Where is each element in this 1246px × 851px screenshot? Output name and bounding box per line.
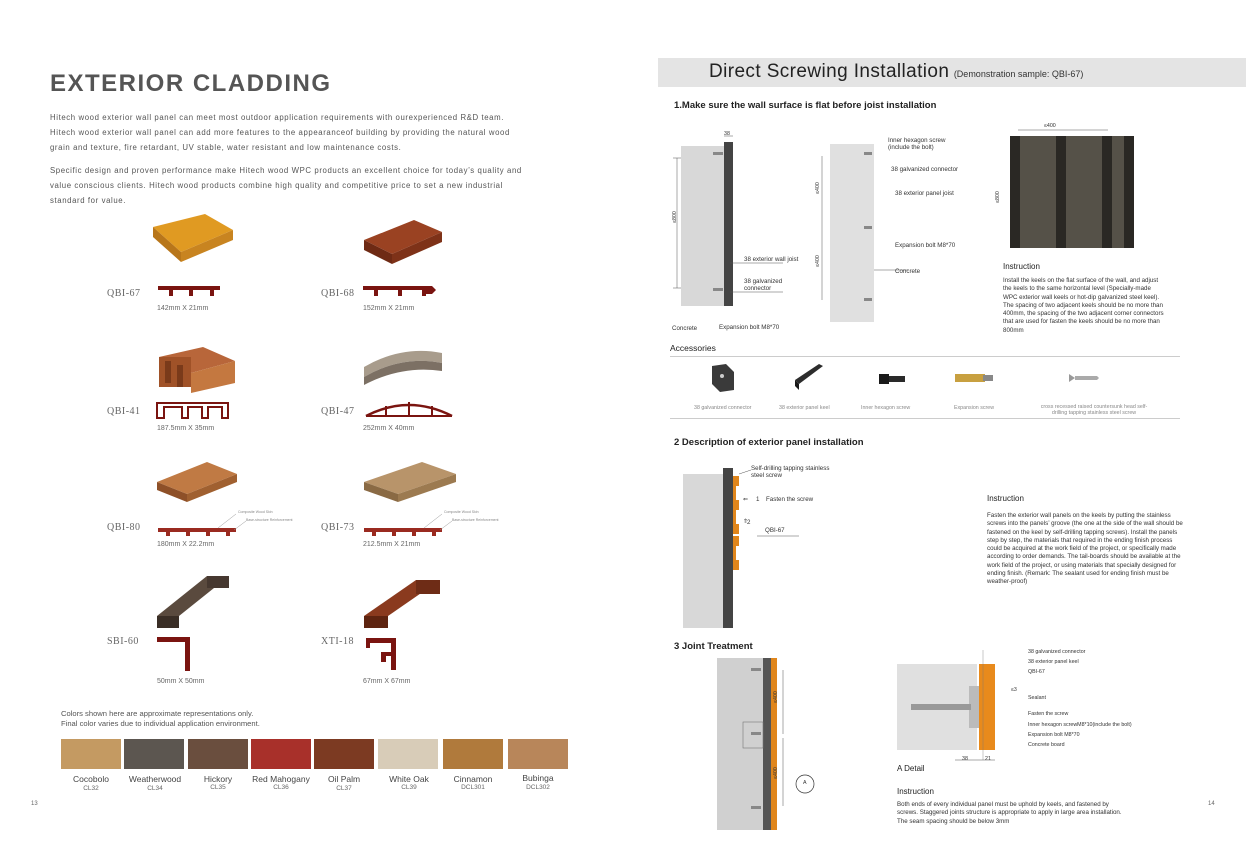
label-expansion-bolt: Expansion bolt M8*70	[719, 324, 780, 331]
layer-label: Composite Wood Skin	[444, 510, 479, 514]
label-panel: QBI-67	[765, 527, 785, 534]
detail-title: A Detail	[897, 764, 925, 773]
a-detail-diagram	[895, 648, 1005, 766]
performance-paragraph: Specific design and proven performance make Hitech wood WPC products an excellent choice for today’s quality and value conscious clients. Hitech wood products combine high quality and competitive price to set a new industrial standard for value.	[50, 166, 522, 205]
install-subtitle: (Demonstration sample: QBI-67)	[953, 69, 1084, 79]
qbi-67-profile	[157, 283, 221, 299]
keel-layout-photo	[998, 128, 1143, 250]
right-page	[623, 0, 1246, 851]
swatch-code: DCL302	[526, 784, 550, 791]
product-code: QBI-73	[321, 522, 355, 533]
swatch	[443, 739, 503, 769]
instruction-title: Instruction	[987, 494, 1024, 503]
intro-paragraph: Hitech wood exterior wall panel can meet most outdoor application requirements with ourexperienced R&D team. Hitech wood exterior wall panel can add more features to the appearanceof building by providing the natural wood grain and texture, fire retardant, UV stable, water resistant and low maintenance costs.	[50, 113, 510, 152]
qbi-68-profile	[362, 283, 438, 299]
label-panel-joist: 38 exterior panel joist	[895, 190, 954, 197]
section-title	[709, 61, 1083, 83]
instruction-title: Instruction	[1003, 262, 1040, 271]
dimension: ≤400	[1044, 123, 1056, 129]
page-title: EXTERIOR CLADDING	[50, 70, 332, 97]
step-marker: 2	[747, 519, 751, 526]
wall-joist-diagram	[663, 128, 783, 338]
product-size: 152mm X 21mm	[363, 305, 415, 312]
sbi-60-profile	[156, 636, 192, 672]
detail-label: QBI-67	[1028, 669, 1045, 675]
swatch-code: CL37	[336, 785, 352, 792]
product-size: 142mm X 21mm	[157, 305, 209, 312]
tapping-screw-icon	[1067, 372, 1101, 384]
instruction-title: Instruction	[897, 787, 934, 796]
detail-label: Concrete board	[1028, 742, 1065, 748]
detail-label: 38 exterior panel keel	[1028, 659, 1079, 665]
accessory-label: cross recessed raised countersunk head self-drilling tapping stainless steel screw	[1040, 404, 1148, 416]
instruction-text: Fasten the exterior wall panels on the keels by putting the stainless screws into the panels’ groove (the one at the side of the wall should be fastened on the keel by self-drilling tapping screws). Install the panels step by step, the materials that required in the ending finish process could be acquired at the work field of the project, or specifically made according to order demands. The tail-boards should be available at the work field of the project, or using materials that specially designed for ending finish. (Remark: The sealant used for ending finish must be weather-proof)	[987, 512, 1183, 586]
product-code: QBI-68	[321, 288, 355, 299]
detail-label: 38 galvanized connector	[1028, 649, 1086, 655]
qbi-73-profile	[362, 510, 502, 538]
layer-label: Base-structure Reinforcement	[452, 518, 499, 522]
page-number: 14	[1208, 801, 1215, 807]
product-code: QBI-41	[107, 406, 141, 417]
swatch-code: CL32	[83, 785, 99, 792]
xti-18-profile	[364, 636, 404, 672]
layer-label: Base-structure Reinforcement	[246, 518, 293, 522]
dimension: 38	[724, 131, 730, 137]
color-note: Colors shown here are approximate representations only.	[61, 709, 254, 718]
page-number: 13	[31, 801, 38, 807]
detail-label: Sealant	[1028, 695, 1046, 701]
accessory-label: 38 exterior panel keel	[779, 405, 830, 411]
sbi-60-photo	[155, 572, 231, 630]
label-galvanized-connector: 38 galvanized connector	[891, 166, 959, 173]
dimension: ≤400	[814, 182, 821, 194]
swatch-name: Red Mahogany	[252, 774, 310, 784]
swatch-name: Oil Palm	[327, 774, 361, 784]
swatch-name: White Oak	[389, 774, 429, 784]
qbi-41-profile	[156, 401, 230, 419]
label-exterior-wall-joist: 38 exterior wall joist	[744, 256, 799, 263]
accessories-title: Accessories	[670, 343, 716, 353]
swatch	[314, 739, 374, 769]
divider	[670, 356, 1180, 357]
label-fasten-screw: Fasten the screw	[766, 496, 814, 503]
swatch-code: CL34	[147, 785, 163, 792]
product-size: 252mm X 40mm	[363, 425, 415, 432]
product-code: XTI-18	[321, 636, 354, 647]
joint-treatment-diagram	[715, 656, 820, 831]
swatch	[378, 739, 438, 769]
detail-label: Expansion bolt M8*70	[1028, 732, 1080, 738]
qbi-80-profile	[156, 510, 296, 538]
swatch	[61, 739, 121, 769]
galvanized-connector-icon	[708, 362, 738, 394]
qbi-47-photo	[362, 345, 446, 395]
qbi-73-photo	[362, 460, 458, 506]
qbi-68-photo	[362, 218, 444, 270]
hexagon-screw-icon	[877, 370, 909, 388]
accessory-label: Inner hexagon screw	[861, 405, 911, 411]
divider	[670, 418, 1180, 419]
label-concrete: Concrete	[895, 268, 921, 275]
product-code: SBI-60	[107, 636, 139, 647]
label-expansion-bolt: Expansion bolt M8*70	[895, 242, 956, 249]
label-inner-screw: Inner hexagon screw (include the bolt)	[888, 137, 946, 151]
gap-label: ≤3	[1011, 687, 1017, 693]
expansion-screw-icon	[953, 370, 995, 386]
product-size: 67mm X 67mm	[363, 678, 411, 685]
detail-label: Inner hexagon screwM8*10(include the bolt)	[1028, 722, 1132, 728]
dimension: ≤800	[994, 191, 1001, 203]
dimension: ≤400	[772, 767, 779, 779]
arrow-icon: ⇐	[743, 496, 749, 503]
swatch-name: Cinnamon	[453, 774, 493, 784]
dimension: ≤400	[814, 255, 821, 267]
swatch-name: Cocobolo	[73, 774, 109, 784]
swatch-name: Weatherwood	[128, 774, 182, 784]
arrow-icon: ⇑	[743, 518, 749, 525]
qbi-67-photo	[145, 212, 235, 274]
swatch-name: Hickory	[203, 774, 233, 784]
product-size: 50mm X 50mm	[157, 678, 205, 685]
swatch-code: CL39	[401, 784, 417, 791]
panel-keel-icon	[791, 362, 827, 392]
swatch-code: CL35	[210, 784, 226, 791]
instruction-text: Install the keels on the flat surface of the wall, and adjust the keels to the same horizontal level (Specially-made WPC exterior wall keels or hot-dip galvanized steel keel). The spacing of two adjacent keels should be no more than 400mm, the spacing of the two adjacent corner connectors that are used for fasten the keels should be no more than 800mm	[1003, 277, 1164, 334]
install-title: Direct Screwing Installation	[709, 61, 950, 82]
step-3-heading: 3 Joint Treatment	[674, 641, 753, 652]
qbi-47-profile	[364, 398, 454, 420]
swatch-name: Bubinga	[522, 773, 554, 783]
dimension: 21	[985, 756, 991, 762]
product-size: 187.5mm X 35mm	[157, 425, 215, 432]
dimension: 38	[962, 756, 968, 762]
swatch	[124, 739, 184, 769]
product-code: QBI-47	[321, 406, 355, 417]
swatch-code: CL36	[273, 784, 289, 791]
swatch	[251, 739, 311, 769]
detail-label: Fasten the screw	[1028, 711, 1069, 717]
dimension: ≤400	[772, 691, 779, 703]
qbi-80-photo	[155, 460, 239, 506]
instruction-text: Both ends of every individual panel must be uphold by keels, and fastened by screws. Staggered joints structure is appropriate to apply in large area installation. The seam spacing should be below 3mm	[897, 801, 1122, 825]
label-galvanized-connector: 38 galvanized connector	[744, 278, 783, 292]
swatch	[188, 739, 248, 769]
step-marker: 1	[756, 496, 760, 503]
label-tapping-screw: Self-drilling tapping stainless steel screw	[751, 465, 830, 479]
swatch	[508, 739, 568, 769]
swatch-code: DCL301	[461, 784, 485, 791]
label-concrete: Concrete	[672, 325, 698, 332]
dimension: ≤800	[671, 211, 678, 223]
panel-install-diagram	[681, 462, 801, 630]
step-2-heading: 2 Description of exterior panel installation	[674, 437, 864, 448]
xti-18-photo	[362, 574, 442, 632]
color-note: Final color varies due to individual application environment.	[61, 719, 260, 728]
step-1-heading: 1.Make sure the wall surface is flat before joist installation	[674, 100, 937, 111]
accessory-label: 38 galvanized connector	[694, 405, 752, 411]
accessory-label: Expansion screw	[954, 405, 995, 411]
detail-marker: A	[803, 780, 807, 786]
product-size: 212.5mm X 21mm	[363, 541, 421, 548]
product-code: QBI-67	[107, 288, 141, 299]
product-size: 180mm X 22.2mm	[157, 541, 215, 548]
product-code: QBI-80	[107, 522, 141, 533]
layer-label: Composite Wood Skin	[238, 510, 273, 514]
qbi-41-photo	[155, 345, 239, 395]
